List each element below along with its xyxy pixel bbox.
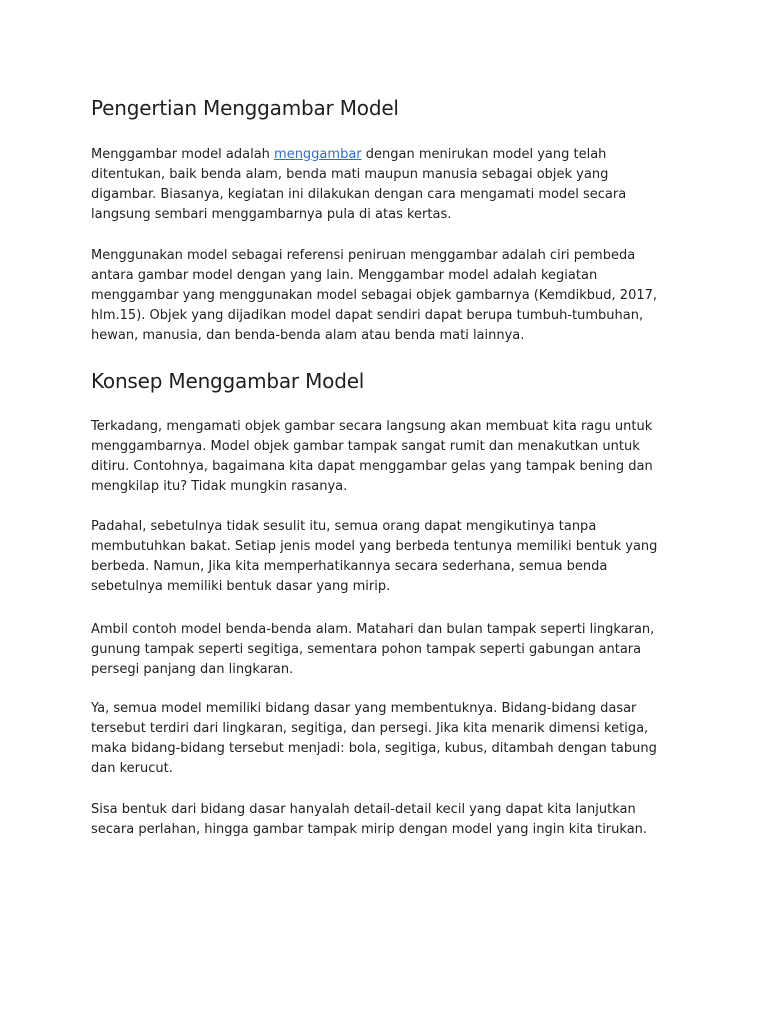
menggambar-link[interactable]: menggambar: [274, 147, 362, 162]
paragraph-reference-model: [91, 246, 681, 346]
section-heading-konsep: Konsep Menggambar Model: [91, 369, 365, 393]
paragraph-line: persegi panjang dan lingkaran.: [91, 662, 294, 677]
paragraph-line: antara gambar model dengan yang lain. Menggambar model adalah kegiatan: [91, 268, 598, 283]
paragraph-line: ditentukan, baik benda alam, benda mati maupun manusia sebagai objek yang: [91, 167, 609, 182]
paragraph-doubt: [91, 417, 681, 497]
paragraph-line: mengkilap itu? Tidak mungkin rasanya.: [91, 479, 348, 494]
paragraph-line: gunung tampak seperti segitiga, sementara pohon tampak seperti gabungan antara: [91, 642, 642, 657]
paragraph-line: hewan, manusia, dan benda-benda alam atau benda mati lainnya.: [91, 328, 525, 343]
paragraph-line: tersebut terdiri dari lingkaran, segitiga, dan persegi. Jika kita menarik dimensi ketiga,: [91, 721, 649, 736]
line-text: dengan menirukan model yang telah: [361, 147, 607, 162]
paragraph-line: secara perlahan, hingga gambar tampak mirip dengan model yang ingin kita tirukan.: [91, 822, 648, 837]
paragraph-line: Ya, semua model memiliki bidang dasar yang membentuknya. Bidang-bidang dasar: [91, 701, 637, 716]
paragraph-line: Terkadang, mengamati objek gambar secara langsung akan membuat kita ragu untuk: [91, 419, 653, 434]
paragraph-line: Menggunakan model sebagai referensi peniruan menggambar adalah ciri pembeda: [91, 248, 636, 263]
paragraph-line: maka bidang-bidang tersebut menjadi: bola, segitiga, kubus, ditambah dengan tabung: [91, 741, 657, 756]
paragraph-line: sebetulnya memiliki bentuk dasar yang mirip.: [91, 579, 391, 594]
paragraph-line: [91, 145, 681, 165]
paragraph-line: Padahal, sebetulnya tidak sesulit itu, semua orang dapat mengikutinya tanpa: [91, 519, 597, 534]
paragraph-basic-shapes: [91, 699, 681, 779]
paragraph-line: dan kerucut.: [91, 761, 173, 776]
paragraph-line: menggambar yang menggunakan model sebagai objek gambarnya (Kemdikbud, 2017,: [91, 288, 658, 303]
paragraph-line: menggambarnya. Model objek gambar tampak sangat rumit dan menakutkan untuk: [91, 439, 640, 454]
paragraph-line: langsung sembari menggambarnya pula di atas kertas.: [91, 207, 452, 222]
paragraph-line: hlm.15). Objek yang dijadikan model dapat sendiri dapat berupa tumbuh-tumbuhan,: [91, 308, 644, 323]
paragraph-details: [91, 800, 681, 840]
paragraph-definition: [91, 145, 681, 225]
paragraph-not-difficult: [91, 517, 681, 597]
paragraph-line: Sisa bentuk dari bidang dasar hanyalah detail-detail kecil yang dapat kita lanjutkan: [91, 802, 636, 817]
paragraph-line: Ambil contoh model benda-benda alam. Matahari dan bulan tampak seperti lingkaran,: [91, 622, 655, 637]
line-text: Menggambar model adalah: [91, 147, 275, 162]
paragraph-nature-example: [91, 620, 681, 680]
paragraph-line: ditiru. Contohnya, bagaimana kita dapat menggambar gelas yang tampak bening dan: [91, 459, 653, 474]
paragraph-line: membutuhkan bakat. Setiap jenis model yang berbeda tentunya memiliki bentuk yang: [91, 539, 658, 554]
section-heading-pengertian: Pengertian Menggambar Model: [91, 96, 399, 120]
paragraph-line: digambar. Biasanya, kegiatan ini dilakukan dengan cara mengamati model secara: [91, 187, 627, 202]
paragraph-line: berbeda. Namun, Jika kita memperhatikannya secara sederhana, semua benda: [91, 559, 608, 574]
